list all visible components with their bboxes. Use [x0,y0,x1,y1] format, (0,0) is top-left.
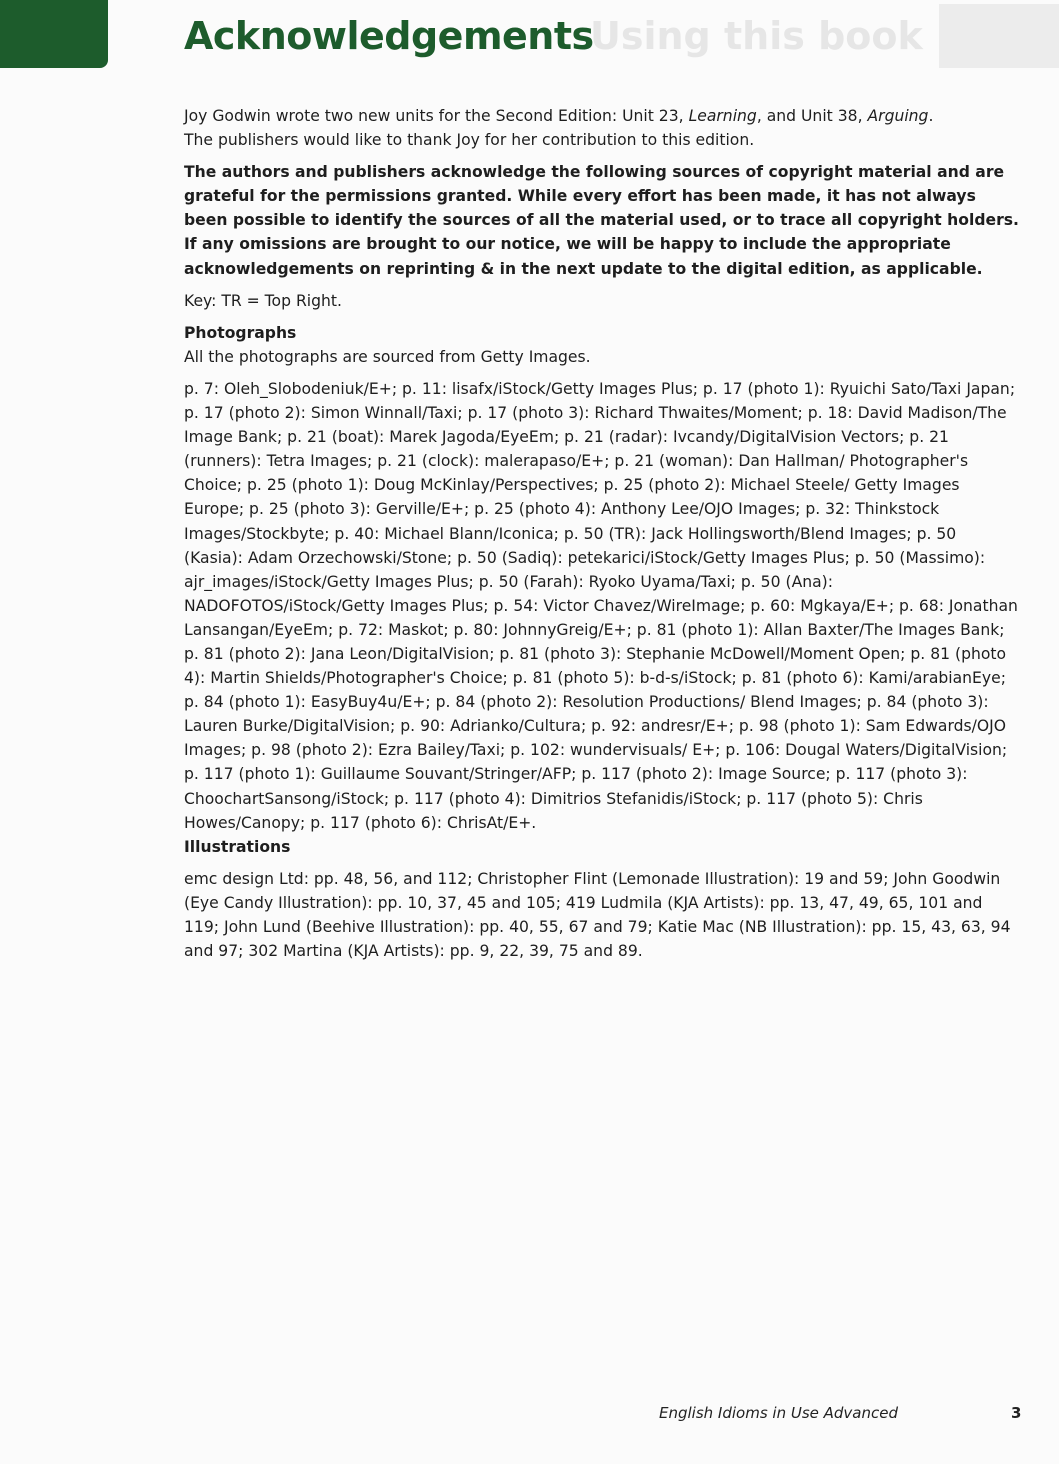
intro-unit-23: Learning [688,107,757,125]
intro-text-1: Joy Godwin wrote two new units for the Second Edition: Unit 23, [184,107,689,125]
show-through-tab [939,4,1059,68]
photographs-source: All the photographs are sourced from Getty Images. [184,347,591,366]
corner-tab [0,0,108,68]
intro-thanks: The publishers would like to thank Joy for her contribution to this edition. [184,131,755,150]
page-number: 3 [1011,1404,1022,1422]
illustrations-heading: Illustrations [184,837,291,856]
photo-credits: p. 7: Oleh_Slobodeniuk/E+; p. 11: lisafx/iStock/Getty Images Plus; p. 17 (photo 1): Ryuichi Sato/Taxi Japan; p. 17 (photo 2): Simon Winnall/Taxi; p. 17 (photo 3): Richard Thwaites/Moment; p. 18: David Madison/The Image Bank; p. 21 (boat): Marek Jagoda/EyeEm; p. 21 (radar): Ivcandy/DigitalVision Vectors; p. 21 (runners): Tetra Images; p. 21 (clock): malerapaso/E+; p. 21 (woman): Dan Hallman/ Photographer's Choice; p. 25 (photo 1): Doug McKinlay/Perspectives; p. 25 (photo 2): Michael Steele/ Getty Images Europe; p. 25 (photo 3): Gerville/E+; p. 25 (photo 4): Anthony Lee/OJO Images; p. 32: Thinkstock Images/Stockbyte; p. 40: Michael Blann/Iconica; p. 50 (TR): Jack Hollingsworth/Blend Images; p. 50 (Kasia): Adam Orzechowski/Stone; p. 50 (Sadiq): petekarici/iStock/Getty Images Plus; p. 50 (Massimo): ajr_images/iStock/Getty Images Plus; p. 50 (Farah): Ryoko Uyama/Taxi; p. 50 (Ana): NADOFOTOS/iStock/Getty Images Plus; p. 54: Victor Chavez/WireImage; p. 60: Mgkaya/E+; p. 68: Jonathan Lansangan/EyeEm; p. 72: Maskot; p. 80: JohnnyGreig/E+; p. 81 (photo 1): Allan Baxter/The Images Bank; p. 81 (photo 2): Jana Leon/DigitalVision; p. 81 (photo 3): Stephanie McDowell/Moment Open; p. 81 (photo 4): Martin Shields/Photographer's Choice; p. 81 (photo 5): b-d-s/iStock; p. 81 (photo 6): Kami/arabianEye; p. 84 (photo 1): EasyBuy4u/E+; p. 84 (photo 2): Resolution Productions/ Blend Images; p. 84 (photo 3): Lauren Burke/DigitalVision; p. 90: Adrianko/Cultura; p. 92: andresr/E+; p. 98 (photo 1): Sam Edwards/OJO Images; p. 98 (photo 2): Ezra Bailey/Taxi; p. 102: wundervisuals/ E+; p. 106: Dougal Waters/DigitalVision; p. 117 (photo 1): Guillaume Souvant/Stringer/AFP; p. 117 (photo 2): Image Source; p. 117 (photo 3): ChoochartSansong/iStock; p. 117 (photo 4): Dimitrios Stefanidis/iStock; p. 117 (photo 5): Chris Howes/Canopy; p. 117 (photo 6): ChrisAt/E+. [184,379,1018,832]
acknowledgements-body [184,104,1020,963]
intro-paragraph [184,104,1020,128]
photographs-heading: Photographs [184,323,297,342]
show-through-title: Using this book [590,14,923,58]
illustration-credits: emc design Ltd: pp. 48, 56, and 112; Christopher Flint (Lemonade Illustration): 19 and 59; John Goodwin (Eye Candy Illustration): pp. 10, 37, 45 and 105; 419 Ludmila (KJA Artists): pp. 13, 47, 49, 65, 101 and 119; John Lund (Beehive Illustration): pp. 40, 55, 67 and 79; Katie Mac (NB Illustration): pp. 15, 43, 63, 94 and 97; 302 Martina (KJA Artists): pp. 9, 22, 39, 75 and 89. [184,869,1011,961]
key-note: Key: TR = Top Right. [184,291,342,310]
footer-book-title: English Idioms in Use Advanced [658,1404,898,1422]
intro-unit-38: Arguing [867,107,929,125]
page-title: Acknowledgements [184,14,594,58]
copyright-notice: The authors and publishers acknowledge the following sources of copyright material and are grateful for the permissions granted. While every effort has been made, it has not always been possible to identify the sources of all the material used, or to trace all copyright holders. If any omissions are brought to our notice, we will be happy to include the appropriate acknowledgements on reprinting & in the next update to the digital edition, as applicable. [184,163,1019,278]
intro-text-2: , and Unit 38, [756,107,868,125]
intro-text-3: . [928,107,934,125]
